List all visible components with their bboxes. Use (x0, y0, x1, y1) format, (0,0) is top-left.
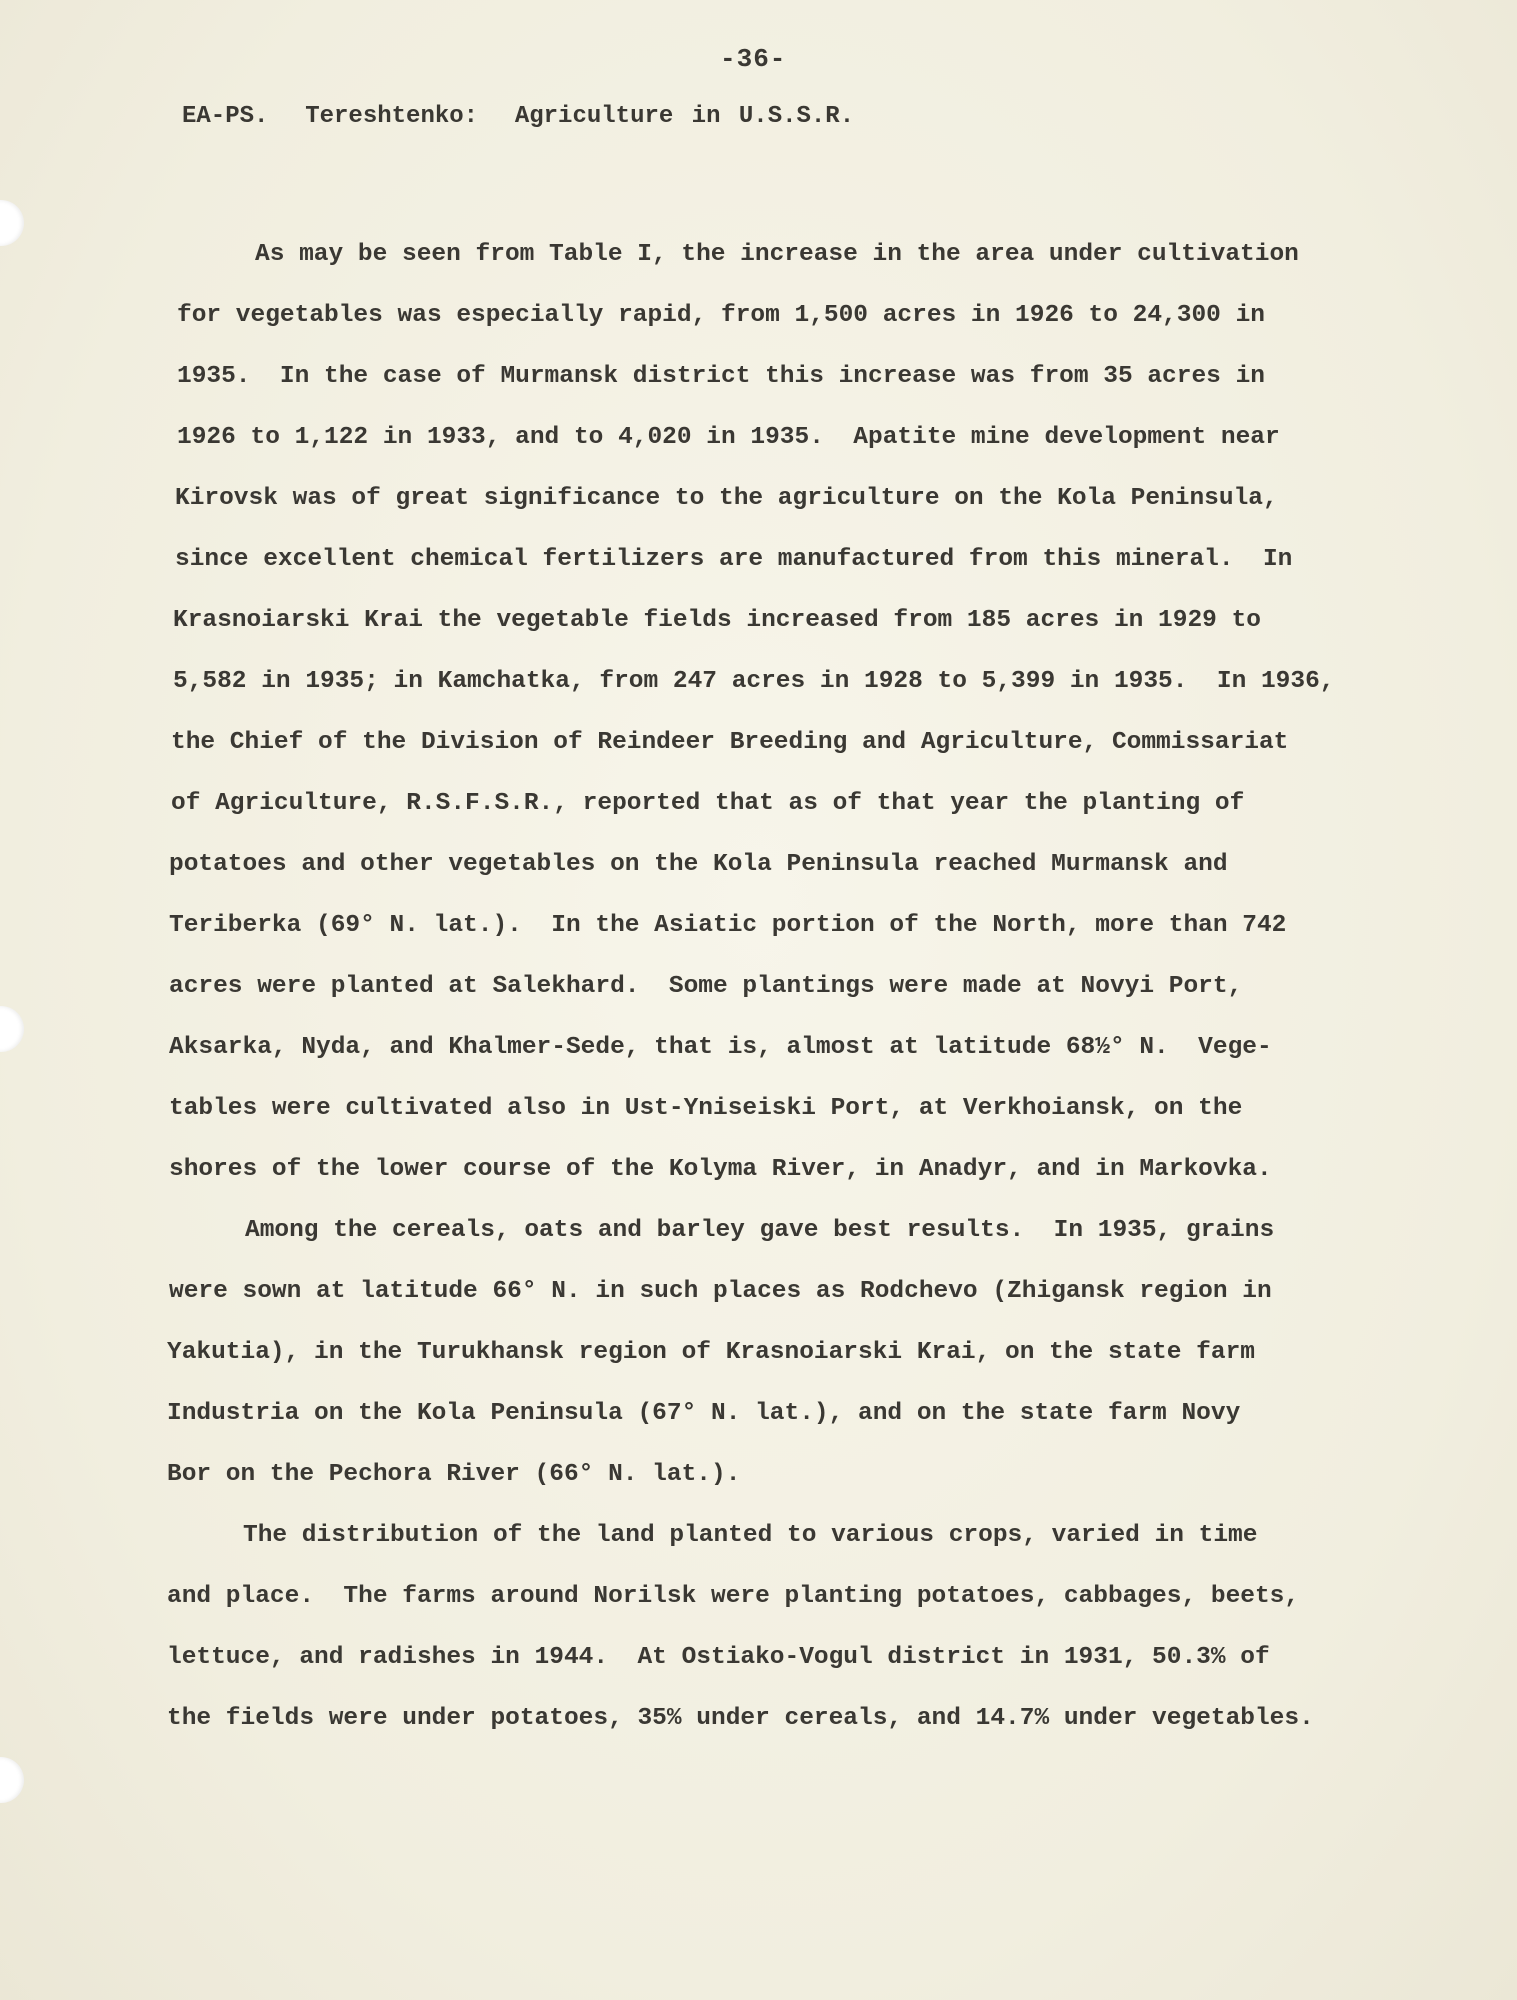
text-line: shores of the lower course of the Kolyma River, in Anadyr, and in Markovka. (169, 1156, 1272, 1183)
body-text (165, 224, 1405, 1749)
text-line: tables were cultivated also in Ust-Yniseiski Port, at Verkhoiansk, on the (169, 1095, 1243, 1122)
text-line: and place. The farms around Norilsk were planting potatoes, cabbages, beets, (167, 1583, 1300, 1610)
text-line: the Chief of the Division of Reindeer Breeding and Agriculture, Commissariat (171, 729, 1289, 756)
page-number: -36- (720, 44, 787, 74)
punch-hole (0, 1757, 24, 1803)
text-line: The distribution of the land planted to various crops, varied in time (243, 1522, 1258, 1549)
text-line: 5,582 in 1935; in Kamchatka, from 247 acres in 1928 to 5,399 in 1935. In 1936, (173, 668, 1335, 695)
punch-hole (0, 1006, 24, 1052)
text-line: Yakutia), in the Turukhansk region of Krasnoiarski Krai, on the state farm (167, 1339, 1255, 1366)
punch-hole (0, 200, 24, 246)
text-line: acres were planted at Salekhard. Some plantings were made at Novyi Port, (169, 973, 1243, 1000)
text-line: Krasnoiarski Krai the vegetable fields increased from 185 acres in 1929 to (173, 607, 1261, 634)
text-line: lettuce, and radishes in 1944. At Ostiako-Vogul district in 1931, 50.3% of (167, 1644, 1270, 1671)
text-line: the fields were under potatoes, 35% under cereals, and 14.7% under vegetables. (167, 1705, 1314, 1732)
text-line: potatoes and other vegetables on the Kola Peninsula reached Murmansk and (169, 851, 1228, 878)
text-line: were sown at latitude 66° N. in such places as Rodchevo (Zhigansk region in (169, 1278, 1272, 1305)
text-line: 1935. In the case of Murmansk district this increase was from 35 acres in (177, 363, 1265, 390)
text-line: Among the cereals, oats and barley gave best results. In 1935, grains (245, 1217, 1275, 1244)
text-line: As may be seen from Table I, the increase in the area under cultivation (255, 241, 1299, 268)
text-line: for vegetables was especially rapid, from 1,500 acres in 1926 to 24,300 in (177, 302, 1265, 329)
text-line: Aksarka, Nyda, and Khalmer-Sede, that is, almost at latitude 68½° N. Vege- (169, 1034, 1272, 1061)
text-line: Kirovsk was of great significance to the agriculture on the Kola Peninsula, (175, 485, 1278, 512)
text-line: since excellent chemical fertilizers are manufactured from this mineral. In (175, 546, 1293, 573)
running-header: EA-PS. Tereshtenko: Agriculture in U.S.S.R. (182, 103, 855, 130)
text-line: Bor on the Pechora River (66° N. lat.). (167, 1461, 741, 1488)
text-line: of Agriculture, R.S.F.S.R., reported that as of that year the planting of (171, 790, 1245, 817)
text-line: 1926 to 1,122 in 1933, and to 4,020 in 1935. Apatite mine development near (177, 424, 1280, 451)
text-line: Industria on the Kola Peninsula (67° N. lat.), and on the state farm Novy (167, 1400, 1241, 1427)
text-line: Teriberka (69° N. lat.). In the Asiatic portion of the North, more than 742 (169, 912, 1287, 939)
